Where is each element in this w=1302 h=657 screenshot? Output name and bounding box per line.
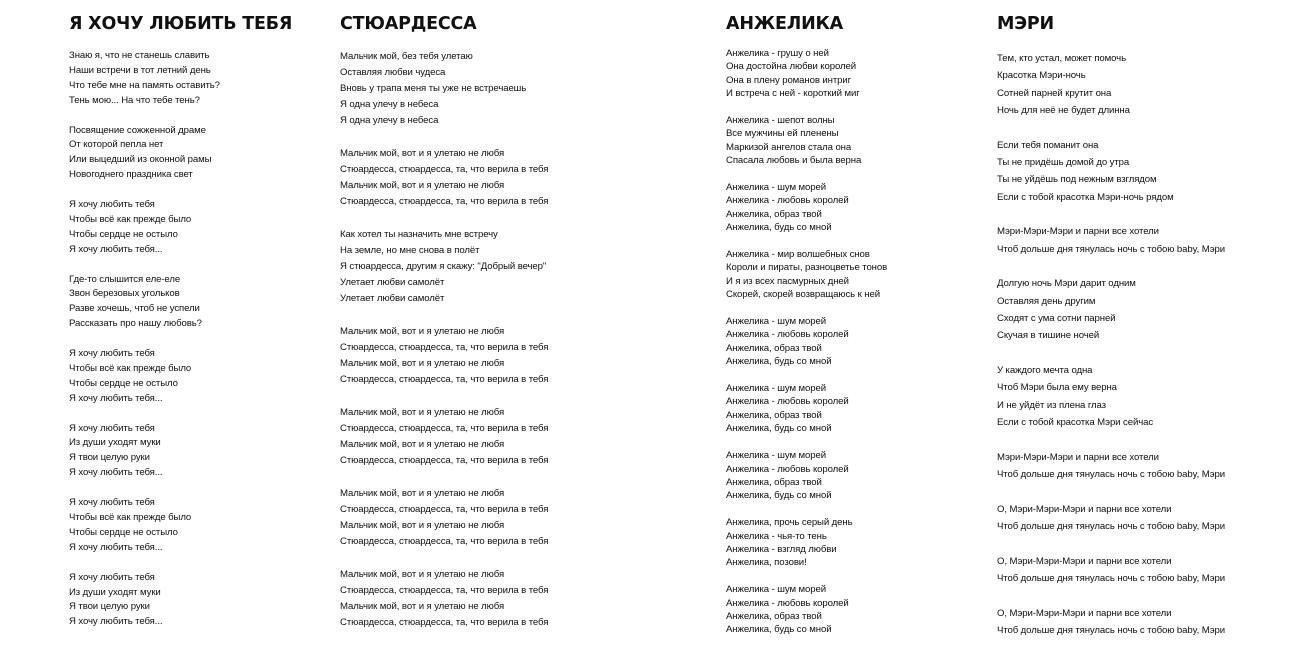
lyric-line: Стюардесса, стюардесса, та, что верила в тебя <box>340 585 549 597</box>
lyric-line: Скучая в тишине ночей <box>997 330 1100 342</box>
lyric-line: Наши встречи в тот летний день <box>69 64 211 76</box>
lyric-line: Новогоднего праздника свет <box>69 169 193 181</box>
lyric-line: Анжелика, будь со мной <box>726 356 832 368</box>
stanza <box>340 486 548 550</box>
lyric-line: Я хочу любить тебя... <box>69 243 163 255</box>
lyric-line: Анжелика, образ твой <box>726 610 822 622</box>
lyric-line: Ночь для неё не будет длинна <box>997 104 1130 116</box>
song-title: СТЮАРДЕССА <box>340 14 477 34</box>
lyric-line: У каждого мечта одна <box>997 365 1093 377</box>
stanza <box>340 146 548 210</box>
lyric-line: Сотней парней крутит она <box>997 87 1112 99</box>
lyric-line: Оставляя день другим <box>997 295 1096 307</box>
lyric-line: Стюардесса, стюардесса, та, что верила в тебя <box>340 504 549 516</box>
lyric-line: Мальчик мой, без тебя улетаю <box>340 51 473 62</box>
stanza <box>997 275 1225 344</box>
lyric-line: Я твои целую руки <box>69 452 150 464</box>
lyric-line: Звон березовых угольков <box>69 288 180 300</box>
lyric-line: Я одна улечу в небеса <box>340 99 439 111</box>
stanza <box>726 47 887 101</box>
lyric-line: Анжелика - взгляд любви <box>726 543 837 555</box>
lyric-line: Чтобы сердце не остыло <box>69 377 178 389</box>
lyric-line: Анжелика, будь со мной <box>726 423 832 435</box>
lyric-line: Анжелика - любовь королей <box>726 329 849 341</box>
lyric-line: Стюардесса, стюардесса, та, что верила в тебя <box>340 164 549 176</box>
lyric-line: О, Мэри-Мэри-Мэри и парни все хотели <box>997 608 1172 620</box>
lyric-line: И я из всех пасмурных дней <box>726 275 849 287</box>
lyric-line: Оставляя любви чудеса <box>340 67 446 79</box>
lyric-line: Что тебе мне на память оставить? <box>69 79 220 91</box>
lyric-line: Все мужчины ей пленены <box>726 128 839 140</box>
lyric-line: Тень мою... На что тебе тень? <box>69 94 200 106</box>
lyric-line: Посвящение сожженной драме <box>69 124 206 136</box>
stanza <box>997 605 1225 640</box>
lyric-line: Мальчик мой, вот и я улетаю не любя <box>340 407 505 419</box>
lyric-line: Короли и пираты, разноцветье тонов <box>726 262 888 274</box>
lyric-line: Я хочу любить тебя <box>69 348 155 360</box>
stanza <box>997 449 1225 484</box>
stanza <box>997 50 1225 119</box>
lyric-line: Анжелика - любовь королей <box>726 195 849 207</box>
stanza <box>340 49 548 129</box>
lyric-line: Мальчик мой, вот и я улетаю не любя <box>340 569 505 580</box>
lyric-line: Я хочу любить тебя <box>69 497 155 509</box>
lyric-line: Разве хочешь, чтоб не успели <box>69 303 200 315</box>
lyric-line: Я хочу любить тебя <box>69 571 155 583</box>
lyric-line: Ты не уйдёшь под нежным взглядом <box>997 174 1157 186</box>
stanza <box>726 181 887 235</box>
lyric-line: Я хочу любить тебя... <box>69 467 163 479</box>
lyric-line: Стюардесса, стюардесса, та, что верила в тебя <box>340 196 549 208</box>
song-title: АНЖЕЛИКА <box>726 14 843 34</box>
stanza <box>340 227 548 307</box>
lyric-line: Чтобы всё как прежде было <box>69 512 192 523</box>
lyric-line: Анжелика, образ твой <box>726 342 822 354</box>
lyric-line: Анжелика - чья-то тень <box>726 530 827 542</box>
stanza <box>69 571 220 631</box>
lyric-line: Стюардесса, стюардесса, та, что верила в тебя <box>340 342 549 354</box>
stanza <box>340 324 548 388</box>
lyric-line: Где-то слышится еле-еле <box>69 273 181 285</box>
lyric-line: Анжелика, будь со мной <box>726 222 832 234</box>
lyric-line: Я одна улечу в небеса <box>340 115 439 127</box>
lyric-line: Анжелика - любовь королей <box>726 463 849 475</box>
lyric-line: Анжелика, образ твой <box>726 409 822 421</box>
stanza <box>726 583 887 637</box>
song-title: Я ХОЧУ ЛЮБИТЬ ТЕБЯ <box>69 14 293 34</box>
lyric-line: О, Мэри-Мэри-Мэри и парни все хотели <box>997 556 1172 568</box>
lyric-line: Анжелика - шум морей <box>726 182 826 194</box>
stanza <box>69 496 220 556</box>
stanza <box>726 248 887 302</box>
lyric-line: Чтоб дольше дня тянулась ночь с тобою baby, Мэри <box>997 243 1225 255</box>
lyric-line: Мэри-Мэри-Мэри и парни все хотели <box>997 226 1159 238</box>
lyric-line: Мальчик мой, вот и я улетаю не любя <box>340 358 505 370</box>
lyric-line: Анжелика - шум морей <box>726 383 826 395</box>
lyric-line: Чтобы сердце не остыло <box>69 526 178 538</box>
lyric-line: Я хочу любить тебя... <box>69 616 163 628</box>
lyric-line: Как хотел ты назначить мне встречу <box>340 229 498 241</box>
stanza <box>997 223 1225 258</box>
lyric-line: Я хочу любить тебя <box>69 199 155 211</box>
stanza <box>340 567 548 631</box>
lyric-line: Анжелика - шум морей <box>726 450 826 462</box>
lyric-line: Чтобы всё как прежде было <box>69 213 192 225</box>
stanza <box>997 137 1225 206</box>
lyric-line: Анжелика, прочь серый день <box>726 517 853 529</box>
stanza <box>69 347 220 407</box>
lyric-line: Из души уходят муки <box>69 586 161 598</box>
lyric-line: Рассказать про нашу любовь? <box>69 318 202 330</box>
lyric-line: Скорей, скорей возвращаюсь к ней <box>726 289 880 301</box>
lyric-line: Мальчик мой, вот и я улетаю не любя <box>340 326 505 338</box>
lyric-line: Анжелика, образ твой <box>726 476 822 488</box>
lyrics <box>340 49 548 648</box>
lyric-line: И не уйдёт из плена глаз <box>997 399 1106 411</box>
lyric-line: Мальчик мой, вот и я улетаю не любя <box>340 180 505 192</box>
lyric-line: Анжелика - шум морей <box>726 584 826 596</box>
lyric-line: Мальчик мой, вот и я улетаю не любя <box>340 520 505 532</box>
lyric-line: Чтобы всё как прежде было <box>69 362 192 374</box>
lyric-line: Стюардесса, стюардесса, та, что верила в тебя <box>340 374 549 386</box>
lyric-line: От которой пепла нет <box>69 139 164 151</box>
lyric-line: Знаю я, что не станешь славить <box>69 50 210 61</box>
lyric-line: Анжелика - любовь королей <box>726 396 849 408</box>
lyric-line: Из души уходят муки <box>69 437 161 449</box>
lyric-line: Анжелика - шум морей <box>726 316 826 328</box>
stanza <box>997 501 1225 536</box>
lyric-line: На земле, но мне снова в полёт <box>340 245 480 257</box>
lyric-line: Долгую ночь Мэри дарит одним <box>997 278 1136 290</box>
lyric-line: Мэри-Мэри-Мэри и парни все хотели <box>997 451 1159 463</box>
lyric-line: Чтобы сердце не остыло <box>69 228 178 240</box>
lyric-line: Стюардесса, стюардесса, та, что верила в тебя <box>340 423 549 435</box>
stanza <box>69 124 220 184</box>
stanza <box>997 362 1225 431</box>
lyric-line: Маркизой ангелов стала она <box>726 141 852 153</box>
stanza <box>69 273 220 333</box>
lyric-line: Мальчик мой, вот и я улетаю не любя <box>340 601 505 613</box>
lyric-line: Чтоб дольше дня тянулась ночь с тобою baby, Мэри <box>997 521 1225 533</box>
lyric-line: Сходят с ума сотни парней <box>997 313 1116 325</box>
lyric-line: Я стюардесса, другим я скажу: "Добрый вечер" <box>340 261 547 273</box>
stanza <box>726 516 887 570</box>
stanza <box>69 422 220 482</box>
lyric-line: Красотка Мэри-ночь <box>997 70 1086 82</box>
lyric-line: Стюардесса, стюардесса, та, что верила в тебя <box>340 617 549 629</box>
lyric-line: О, Мэри-Мэри-Мэри и парни все хотели <box>997 503 1172 515</box>
lyric-line: Анжелика, позови! <box>726 557 807 569</box>
lyric-line: Она достойна любви королей <box>726 61 856 73</box>
lyric-line: Анжелика - мир волшебных снов <box>726 249 870 261</box>
lyric-line: Ты не придёшь домой до утра <box>997 156 1130 168</box>
lyric-line: Мальчик мой, вот и я улетаю не любя <box>340 439 505 451</box>
lyric-line: Спасала любовь и была верна <box>726 155 862 167</box>
lyric-line: Она в плену романов интриг <box>726 74 852 86</box>
lyric-line: Анжелика, образ твой <box>726 208 822 220</box>
stanza <box>726 449 887 503</box>
lyric-line: Я хочу любить тебя... <box>69 541 163 553</box>
lyric-line: Анжелика - шепот волны <box>726 115 835 127</box>
lyric-line: Улетает любви самолёт <box>340 293 445 305</box>
lyric-line: Чтоб Мэри была ему верна <box>997 382 1117 394</box>
stanza <box>997 553 1225 588</box>
lyric-line: Чтоб дольше дня тянулась ночь с тобою baby, Мэри <box>997 625 1225 637</box>
lyric-line: Стюардесса, стюардесса, та, что верила в тебя <box>340 536 549 548</box>
lyrics <box>997 50 1225 657</box>
lyric-line: Мальчик мой, вот и я улетаю не любя <box>340 148 505 160</box>
lyric-line: Я хочу любить тебя <box>69 422 155 434</box>
lyric-line: Если с тобой красотка Мэри-ночь рядом <box>997 191 1174 203</box>
lyric-line: Анжелика - любовь королей <box>726 597 849 609</box>
lyric-line: Если тебя поманит она <box>997 139 1099 151</box>
song-title: МЭРИ <box>997 14 1054 34</box>
stanza <box>69 198 220 258</box>
lyrics <box>726 47 887 650</box>
lyric-line: Анжелика, будь со мной <box>726 490 832 502</box>
lyric-line: Улетает любви самолёт <box>340 277 445 289</box>
stanza <box>340 405 548 469</box>
lyric-line: Если с тобой красотка Мэри сейчас <box>997 417 1154 429</box>
stanza <box>726 315 887 369</box>
lyric-line: Чтоб дольше дня тянулась ночь с тобою baby, Мэри <box>997 573 1225 585</box>
lyric-line: И встреча с ней - короткий миг <box>726 88 860 100</box>
lyric-line: Мальчик мой, вот и я улетаю не любя <box>340 488 505 500</box>
stanza <box>69 49 220 109</box>
lyric-line: Я твои целую руки <box>69 601 150 613</box>
lyric-line: Я хочу любить тебя... <box>69 392 163 404</box>
stanza <box>726 114 887 168</box>
lyrics <box>69 49 220 645</box>
lyric-line: Чтоб дольше дня тянулась ночь с тобою baby, Мэри <box>997 469 1225 481</box>
lyric-line: Стюардесса, стюардесса, та, что верила в тебя <box>340 455 549 467</box>
stanza <box>726 382 887 436</box>
lyric-line: Анжелика - грушу о ней <box>726 48 829 59</box>
lyric-line: Или выцедший из оконной рамы <box>69 154 212 166</box>
lyric-line: Тем, кто устал, может помочь <box>997 53 1126 64</box>
lyric-line: Вновь у трапа меня ты уже не встречаешь <box>340 83 527 95</box>
lyric-line: Анжелика, будь со мной <box>726 624 832 636</box>
